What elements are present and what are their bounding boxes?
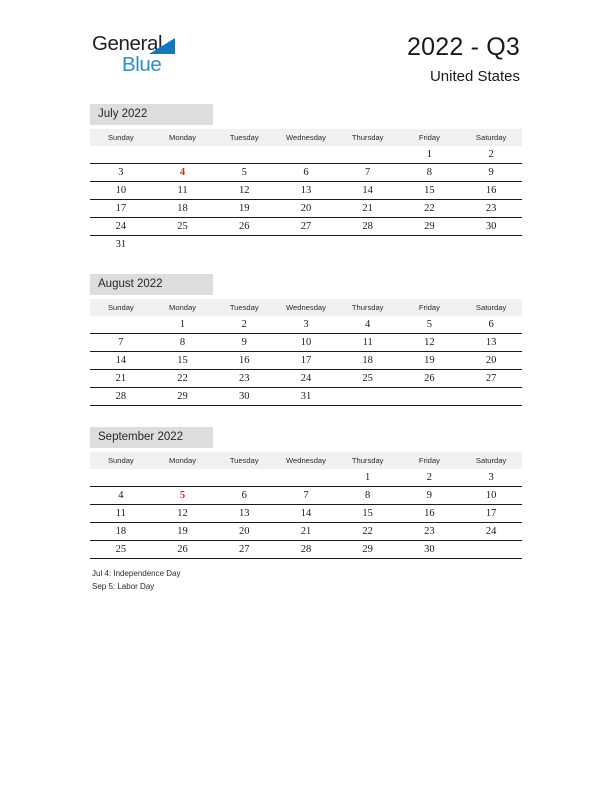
day-cell[interactable]: 30 [213,388,275,406]
weekday-header-tuesday: Tuesday [213,299,275,316]
day-cell[interactable]: 16 [399,505,461,523]
day-cell-empty [337,388,399,406]
day-cell[interactable]: 4 [90,487,152,505]
day-cell[interactable]: 12 [213,182,275,200]
day-cell[interactable]: 5 [213,164,275,182]
day-cell[interactable]: 30 [460,218,522,236]
day-cell[interactable]: 9 [399,487,461,505]
weekday-header-saturday: Saturday [460,452,522,469]
day-cell[interactable]: 4 [337,316,399,334]
weekday-header-tuesday: Tuesday [213,129,275,146]
weekday-header-row [90,299,522,316]
month-title: September 2022 [90,427,213,448]
weekday-header-friday: Friday [399,299,461,316]
day-cell[interactable]: 24 [460,523,522,541]
day-cell[interactable]: 1 [337,469,399,487]
day-cell[interactable]: 18 [337,352,399,370]
weekday-header-tuesday: Tuesday [213,452,275,469]
week-row [90,182,522,200]
day-cell-empty [460,236,522,254]
logo-triangle-icon [149,38,175,54]
day-cell[interactable]: 14 [90,352,152,370]
day-cell[interactable]: 8 [152,334,214,352]
weekday-header-thursday: Thursday [337,129,399,146]
weekday-header-saturday: Saturday [460,299,522,316]
day-cell-empty [90,146,152,164]
day-cell[interactable]: 11 [152,182,214,200]
day-cell[interactable]: 3 [460,469,522,487]
day-cell[interactable]: 28 [90,388,152,406]
day-cell[interactable]: 22 [152,370,214,388]
general-blue-logo [92,33,222,81]
weekday-header-monday: Monday [152,299,214,316]
day-cell[interactable]: 3 [275,316,337,334]
day-cell-empty [460,541,522,559]
day-cell[interactable]: 22 [337,523,399,541]
day-cell-empty [275,469,337,487]
day-cell-empty [90,469,152,487]
day-cell[interactable]: 16 [460,182,522,200]
day-cell[interactable]: 28 [337,218,399,236]
month-block [90,104,522,253]
day-cell[interactable]: 15 [399,182,461,200]
day-cell[interactable]: 24 [90,218,152,236]
day-cell[interactable]: 26 [399,370,461,388]
day-cell-empty [275,236,337,254]
day-cell[interactable]: 20 [275,200,337,218]
day-cell[interactable]: 29 [152,388,214,406]
day-cell[interactable]: 22 [399,200,461,218]
day-cell[interactable]: 28 [275,541,337,559]
day-cell[interactable]: 31 [275,388,337,406]
page-title: 2022 - Q3 [407,33,520,61]
week-row [90,469,522,487]
day-cell[interactable]: 9 [213,334,275,352]
month-block [90,427,522,559]
legend-item: Sep 5: Labor Day [92,581,155,591]
day-cell-empty [152,469,214,487]
day-cell[interactable]: 26 [213,218,275,236]
week-row [90,505,522,523]
weekday-header-monday: Monday [152,452,214,469]
month-title: July 2022 [90,104,213,125]
day-cell-empty [213,146,275,164]
weekday-header-friday: Friday [399,452,461,469]
day-cell-empty [399,388,461,406]
weekday-header-sunday: Sunday [90,299,152,316]
day-cell[interactable]: 10 [90,182,152,200]
weekday-header-thursday: Thursday [337,452,399,469]
day-cell-empty [213,236,275,254]
day-cell-empty [213,469,275,487]
page-subtitle: United States [429,68,520,85]
day-cell[interactable]: 17 [460,505,522,523]
week-row [90,388,522,406]
day-cell-empty [152,236,214,254]
day-cell[interactable]: 25 [90,541,152,559]
day-cell[interactable]: 29 [337,541,399,559]
day-cell-empty [460,388,522,406]
month-block [90,274,522,406]
day-cell-empty [337,236,399,254]
month-table [90,299,522,406]
weekday-header-row [90,129,522,146]
day-cell[interactable]: 16 [213,352,275,370]
day-cell[interactable]: 3 [90,164,152,182]
day-cell[interactable]: 10 [275,334,337,352]
weekday-header-friday: Friday [399,129,461,146]
day-cell-empty [152,146,214,164]
day-cell[interactable]: 11 [90,505,152,523]
day-cell[interactable]: 12 [152,505,214,523]
day-cell[interactable]: 21 [90,370,152,388]
day-cell[interactable]: 17 [275,352,337,370]
legend-item: Jul 4: Independence Day [92,569,181,578]
day-cell[interactable]: 10 [460,487,522,505]
day-cell[interactable]: 2 [213,316,275,334]
logo-text-blue: Blue [122,53,162,76]
week-row [90,164,522,182]
day-cell[interactable]: 21 [337,200,399,218]
day-cell[interactable]: 6 [460,316,522,334]
page-header [0,0,612,95]
day-cell[interactable]: 17 [90,200,152,218]
weekday-header-wednesday: Wednesday [275,299,337,316]
day-cell[interactable]: 13 [213,505,275,523]
weekday-header-row [90,452,522,469]
day-cell[interactable]: 30 [399,541,461,559]
day-cell[interactable]: 25 [337,370,399,388]
month-table [90,129,522,253]
month-title: August 2022 [90,274,213,295]
day-cell[interactable]: 18 [90,523,152,541]
day-cell[interactable]: 23 [460,200,522,218]
day-cell[interactable]: 1 [152,316,214,334]
day-cell[interactable]: 19 [152,523,214,541]
weekday-header-wednesday: Wednesday [275,452,337,469]
weekday-header-thursday: Thursday [337,299,399,316]
day-cell[interactable]: 6 [213,487,275,505]
day-cell[interactable]: 9 [460,164,522,182]
week-row [90,218,522,236]
day-cell-empty [399,236,461,254]
logo-text-general: General [92,32,163,55]
day-cell-holiday[interactable]: 4 [152,164,214,182]
day-cell[interactable]: 12 [399,334,461,352]
day-cell[interactable]: 15 [337,505,399,523]
day-cell[interactable]: 11 [337,334,399,352]
day-cell[interactable]: 7 [275,487,337,505]
day-cell[interactable]: 27 [275,218,337,236]
week-row [90,146,522,164]
weekday-header-sunday: Sunday [90,452,152,469]
day-cell[interactable]: 23 [213,370,275,388]
month-table [90,452,522,559]
day-cell[interactable]: 24 [275,370,337,388]
week-row [90,523,522,541]
day-cell[interactable]: 23 [399,523,461,541]
day-cell-holiday[interactable]: 5 [152,487,214,505]
day-cell[interactable]: 5 [399,316,461,334]
week-row [90,352,522,370]
weekday-header-saturday: Saturday [460,129,522,146]
day-cell[interactable]: 14 [337,182,399,200]
day-cell[interactable]: 20 [213,523,275,541]
day-cell-empty [337,146,399,164]
week-row [90,316,522,334]
day-cell[interactable]: 8 [399,164,461,182]
week-row [90,541,522,559]
weekday-header-monday: Monday [152,129,214,146]
day-cell[interactable]: 19 [213,200,275,218]
week-row [90,487,522,505]
weekday-header-wednesday: Wednesday [275,129,337,146]
quarter-calendar [90,104,522,580]
day-cell[interactable]: 29 [399,218,461,236]
week-row [90,334,522,352]
holiday-legend [92,568,181,593]
day-cell[interactable]: 1 [399,146,461,164]
day-cell[interactable]: 13 [460,334,522,352]
day-cell[interactable]: 27 [460,370,522,388]
week-row [90,370,522,388]
week-row [90,200,522,218]
day-cell[interactable]: 19 [399,352,461,370]
day-cell[interactable]: 15 [152,352,214,370]
day-cell-empty [90,316,152,334]
day-cell[interactable]: 6 [275,164,337,182]
day-cell[interactable]: 8 [337,487,399,505]
day-cell[interactable]: 14 [275,505,337,523]
day-cell[interactable]: 25 [152,218,214,236]
day-cell[interactable]: 2 [460,146,522,164]
weekday-header-sunday: Sunday [90,129,152,146]
day-cell[interactable]: 31 [115,239,127,250]
day-cell[interactable]: 20 [460,352,522,370]
day-cell[interactable]: 7 [90,334,152,352]
day-cell[interactable]: 13 [275,182,337,200]
day-cell[interactable]: 27 [213,541,275,559]
day-cell[interactable]: 26 [152,541,214,559]
week-row [90,236,522,254]
day-cell[interactable]: 18 [152,200,214,218]
day-cell[interactable]: 2 [399,469,461,487]
day-cell-empty [275,146,337,164]
title-block [407,32,520,86]
day-cell[interactable]: 7 [337,164,399,182]
day-cell[interactable]: 21 [275,523,337,541]
